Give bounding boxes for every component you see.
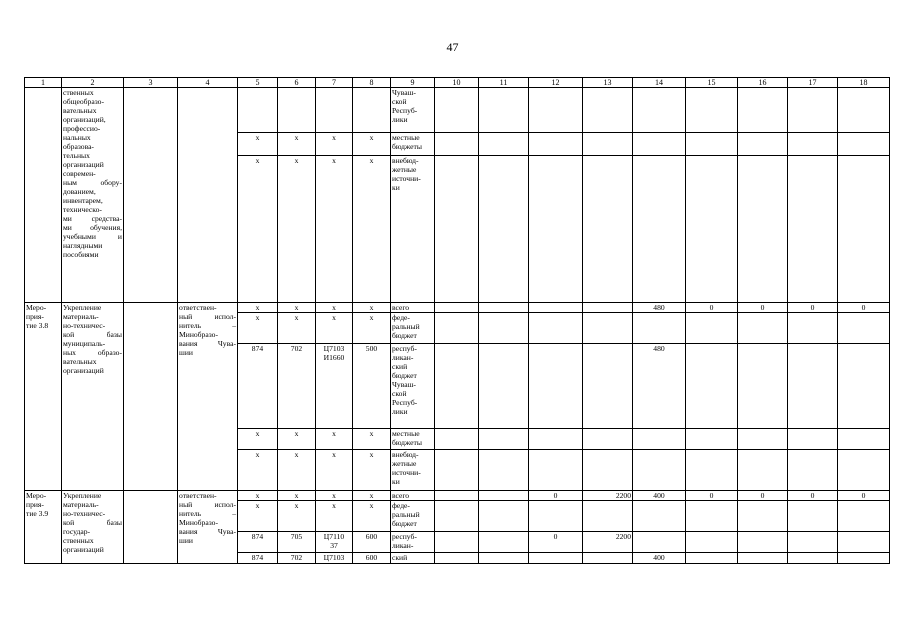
value-col-17 — [788, 313, 838, 344]
column-number-11: 11 — [479, 78, 529, 88]
target-code — [316, 88, 353, 133]
value-col-10 — [435, 156, 479, 303]
value-col-17 — [788, 532, 838, 553]
grbs-code: x — [238, 429, 278, 450]
value-col-17 — [788, 88, 838, 133]
value-col-14 — [633, 429, 686, 450]
value-col-12 — [529, 450, 583, 491]
value-col-10 — [435, 450, 479, 491]
funding-source: ский — [391, 553, 435, 564]
target-code: Ц7103 — [316, 553, 353, 564]
value-col-13: 2200 — [583, 491, 633, 501]
column-number-18: 18 — [838, 78, 890, 88]
section-code: x — [278, 313, 316, 344]
value-col-14 — [633, 313, 686, 344]
value-col-18 — [838, 313, 890, 344]
column-number-13: 13 — [583, 78, 633, 88]
value-col-14 — [633, 532, 686, 553]
target-code: x — [316, 156, 353, 303]
value-col-16 — [738, 532, 788, 553]
value-col-18 — [838, 532, 890, 553]
expense-code — [353, 88, 391, 133]
grbs-code: x — [238, 450, 278, 491]
value-col-14: 480 — [633, 344, 686, 429]
value-col-10 — [435, 532, 479, 553]
value-col-13 — [583, 501, 633, 532]
value-col-15 — [686, 450, 738, 491]
value-col-18 — [838, 133, 890, 156]
value-col-18 — [838, 88, 890, 133]
value-col-17 — [788, 429, 838, 450]
column-number-17: 17 — [788, 78, 838, 88]
target-code: x — [316, 429, 353, 450]
value-col-16 — [738, 344, 788, 429]
value-col-17 — [788, 133, 838, 156]
value-col-16 — [738, 501, 788, 532]
expense-code: 600 — [353, 553, 391, 564]
target-code: x — [316, 313, 353, 344]
funding-source: феде- ральный бюджет — [391, 313, 435, 344]
target-code: x — [316, 450, 353, 491]
table-row — [25, 88, 890, 133]
expense-code: x — [353, 313, 391, 344]
measure-3-8-executor: ответствен- ный испол- нитель – Минобразо- вания Чува- шии — [178, 303, 238, 491]
value-col-11 — [479, 450, 529, 491]
value-col-11 — [479, 88, 529, 133]
grbs-code — [238, 88, 278, 133]
value-col-11 — [479, 344, 529, 429]
column-number-12: 12 — [529, 78, 583, 88]
measure-3-9-description: Укрепление материаль- но-техничес- кой базы государ- ственных организаций — [62, 491, 124, 564]
value-col-15 — [686, 429, 738, 450]
value-col-18 — [838, 450, 890, 491]
grbs-code: x — [238, 303, 278, 313]
funding-source: всего — [391, 491, 435, 501]
grbs-code: 874 — [238, 344, 278, 429]
value-col-11 — [479, 501, 529, 532]
grbs-code: x — [238, 501, 278, 532]
value-col-15 — [686, 88, 738, 133]
value-col-12 — [529, 303, 583, 313]
value-col-12 — [529, 344, 583, 429]
value-col-12: 0 — [529, 532, 583, 553]
funding-source: респуб- ликан- — [391, 532, 435, 553]
value-col-14 — [633, 88, 686, 133]
funding-source: респуб- ликан- ский бюджет Чуваш- ской Респуб- лики — [391, 344, 435, 429]
page-number: 47 — [446, 40, 459, 54]
column-number-4: 4 — [178, 78, 238, 88]
value-col-12 — [529, 313, 583, 344]
value-col-16 — [738, 156, 788, 303]
value-col-13 — [583, 344, 633, 429]
expense-code: x — [353, 450, 391, 491]
value-col-13 — [583, 133, 633, 156]
column-number-1: 1 — [25, 78, 62, 88]
section-code: 705 — [278, 532, 316, 553]
value-col-13: 2200 — [583, 532, 633, 553]
value-col-15 — [686, 133, 738, 156]
target-code: x — [316, 303, 353, 313]
value-col-18 — [838, 501, 890, 532]
value-col-13 — [583, 553, 633, 564]
column-number-2: 2 — [62, 78, 124, 88]
target-code: Ц7110 37 — [316, 532, 353, 553]
value-col-16 — [738, 133, 788, 156]
value-col-16 — [738, 553, 788, 564]
value-col-14 — [633, 450, 686, 491]
value-col-13 — [583, 429, 633, 450]
goal-column — [124, 88, 178, 303]
section-code: 702 — [278, 553, 316, 564]
column-number-14: 14 — [633, 78, 686, 88]
expense-code: x — [353, 501, 391, 532]
grbs-code: x — [238, 133, 278, 156]
value-col-10 — [435, 303, 479, 313]
expense-code: 500 — [353, 344, 391, 429]
value-col-16: 0 — [738, 491, 788, 501]
target-code: Ц7103 И1660 — [316, 344, 353, 429]
column-number-9: 9 — [391, 78, 435, 88]
column-number-8: 8 — [353, 78, 391, 88]
value-col-11 — [479, 133, 529, 156]
value-col-14: 400 — [633, 553, 686, 564]
value-col-12 — [529, 501, 583, 532]
column-number-15: 15 — [686, 78, 738, 88]
expense-code: x — [353, 303, 391, 313]
value-col-16 — [738, 429, 788, 450]
target-code: x — [316, 501, 353, 532]
column-number-16: 16 — [738, 78, 788, 88]
table-row — [25, 491, 890, 501]
value-col-12: 0 — [529, 491, 583, 501]
value-col-17 — [788, 501, 838, 532]
value-col-10 — [435, 344, 479, 429]
expense-code: x — [353, 156, 391, 303]
value-col-12 — [529, 553, 583, 564]
section-code: x — [278, 303, 316, 313]
value-col-17: 0 — [788, 303, 838, 313]
grbs-code: 874 — [238, 532, 278, 553]
value-col-18 — [838, 553, 890, 564]
funding-source: феде- ральный бюджет — [391, 501, 435, 532]
section-code: x — [278, 133, 316, 156]
value-col-12 — [529, 156, 583, 303]
value-col-18: 0 — [838, 491, 890, 501]
grbs-code: x — [238, 156, 278, 303]
value-col-17 — [788, 156, 838, 303]
value-col-11 — [479, 303, 529, 313]
value-col-11 — [479, 156, 529, 303]
value-col-15: 0 — [686, 303, 738, 313]
value-col-17 — [788, 344, 838, 429]
value-col-17 — [788, 553, 838, 564]
value-col-16 — [738, 313, 788, 344]
value-col-14 — [633, 501, 686, 532]
executor — [178, 88, 238, 303]
value-col-16 — [738, 450, 788, 491]
column-number-10: 10 — [435, 78, 479, 88]
value-col-12 — [529, 88, 583, 133]
column-number-3: 3 — [124, 78, 178, 88]
value-col-12 — [529, 133, 583, 156]
value-col-14 — [633, 133, 686, 156]
value-col-15: 0 — [686, 491, 738, 501]
column-number-6: 6 — [278, 78, 316, 88]
goal-column — [124, 303, 178, 491]
budget-table — [24, 77, 890, 564]
value-col-10 — [435, 491, 479, 501]
value-col-15 — [686, 313, 738, 344]
value-col-18: 0 — [838, 303, 890, 313]
section-code — [278, 88, 316, 133]
target-code: x — [316, 491, 353, 501]
value-col-15 — [686, 501, 738, 532]
value-col-10 — [435, 88, 479, 133]
value-col-15 — [686, 532, 738, 553]
value-col-16 — [738, 88, 788, 133]
value-col-12 — [529, 429, 583, 450]
value-col-13 — [583, 313, 633, 344]
funding-source: внебюд- жетные источни- ки — [391, 156, 435, 303]
value-col-14: 480 — [633, 303, 686, 313]
value-col-15 — [686, 156, 738, 303]
section-code: x — [278, 450, 316, 491]
expense-code: x — [353, 133, 391, 156]
grbs-code: 874 — [238, 553, 278, 564]
value-col-18 — [838, 156, 890, 303]
column-number-5: 5 — [238, 78, 278, 88]
value-col-13 — [583, 156, 633, 303]
measure-label — [25, 88, 62, 303]
measure-3-9-label: Меро- прия- тие 3.9 — [25, 491, 62, 564]
target-code: x — [316, 133, 353, 156]
measure-3-8-description: Укрепление материаль- но-техничес- кой базы муниципаль- ных образо- вательных организаций — [62, 303, 124, 491]
column-number-7: 7 — [316, 78, 353, 88]
expense-code: x — [353, 491, 391, 501]
funding-source: всего — [391, 303, 435, 313]
value-col-17: 0 — [788, 491, 838, 501]
value-col-15 — [686, 344, 738, 429]
value-col-14: 400 — [633, 491, 686, 501]
section-code: x — [278, 429, 316, 450]
value-col-11 — [479, 313, 529, 344]
value-col-11 — [479, 553, 529, 564]
section-code: x — [278, 491, 316, 501]
grbs-code: x — [238, 313, 278, 344]
value-col-15 — [686, 553, 738, 564]
expense-code: x — [353, 429, 391, 450]
value-col-13 — [583, 88, 633, 133]
grbs-code: x — [238, 491, 278, 501]
value-col-13 — [583, 450, 633, 491]
value-col-10 — [435, 133, 479, 156]
value-col-10 — [435, 429, 479, 450]
section-code: x — [278, 501, 316, 532]
table-row — [25, 303, 890, 313]
value-col-16: 0 — [738, 303, 788, 313]
measure-3-8-label: Меро- прия- тие 3.8 — [25, 303, 62, 491]
value-col-10 — [435, 501, 479, 532]
value-col-10 — [435, 553, 479, 564]
value-col-11 — [479, 429, 529, 450]
value-col-14 — [633, 156, 686, 303]
header-row — [25, 78, 890, 88]
funding-source: внебюд- жетные источни- ки — [391, 450, 435, 491]
value-col-18 — [838, 429, 890, 450]
funding-source: местные бюджеты — [391, 133, 435, 156]
expense-code: 600 — [353, 532, 391, 553]
value-col-17 — [788, 450, 838, 491]
measure-description: ственных общеобразо- вательных организаций, профессио- нальных образова- тельных организаций современ- ным обору- дованием, инвентарем, техническо- ми средства- ми обучения, учебными и наглядными пособиями — [62, 88, 124, 303]
value-col-13 — [583, 303, 633, 313]
section-code: 702 — [278, 344, 316, 429]
funding-source: местные бюджеты — [391, 429, 435, 450]
goal-column — [124, 491, 178, 564]
value-col-18 — [838, 344, 890, 429]
value-col-11 — [479, 491, 529, 501]
value-col-11 — [479, 532, 529, 553]
measure-3-9-executor: ответствен- ный испол- нитель – Минобразо- вания Чува- шии — [178, 491, 238, 564]
funding-source: Чуваш- ской Респуб- лики — [391, 88, 435, 133]
value-col-10 — [435, 313, 479, 344]
section-code: x — [278, 156, 316, 303]
